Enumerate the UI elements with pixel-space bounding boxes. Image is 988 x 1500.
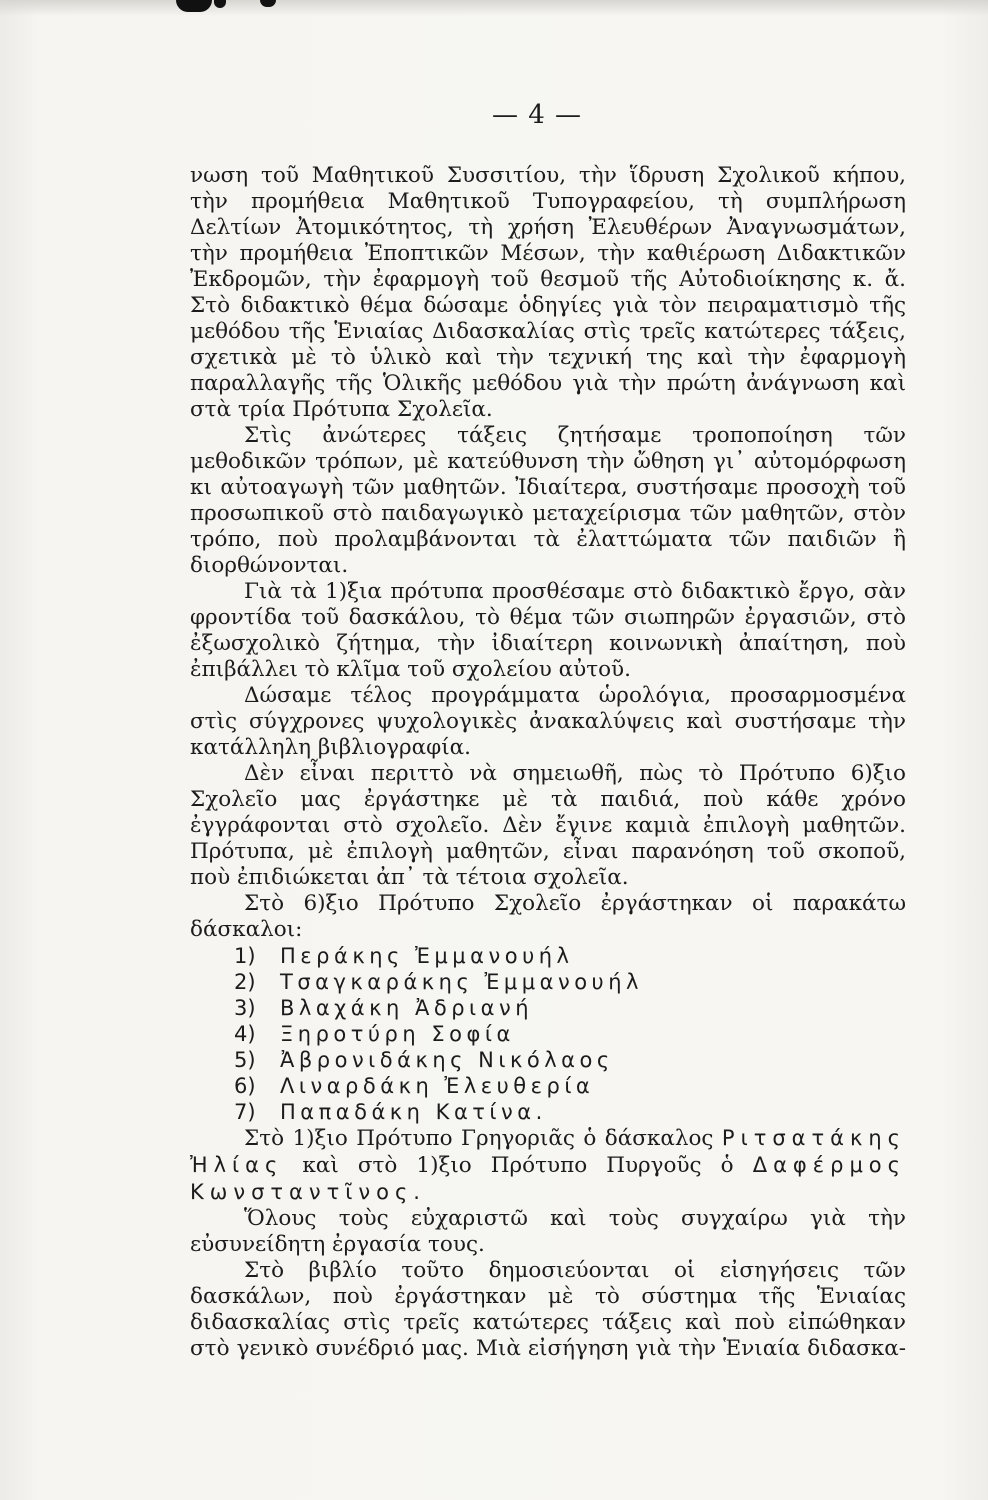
paragraph: Δώσαμε τέλος προγράμματα ὡρολόγια, προσαρμοσμένα στὶς σύγχρονες ψυχολογικὲς ἀνακαλύψεις καὶ συστήσαμε τὴν κατάλληλη βιβλιογραφία. xyxy=(190,683,906,760)
teacher-name: Λιναρδάκη Ἐλευθερία xyxy=(280,1074,595,1098)
paragraph: Γιὰ τὰ 1)ξια πρότυπα προσθέσαμε στὸ διδακτικὸ ἔργο, σὰν φροντίδα τοῦ δασκάλου, τὸ θέμα τῶν σιωπηρῶν ἐργασιῶν, στὸ ἐξωσχολικὸ ζήτημα, τὴν ἰδιαίτερη κοινωνικὴ ἀπαίτηση, ποὺ ἐπιβάλλει τὸ κλῖμα τοῦ σχολείου αὐτοῦ. xyxy=(190,579,906,682)
paragraph: Στὸ 6)ξιο Πρότυπο Σχολεῖο ἐργάστηκαν οἱ παρακάτω δάσκαλοι: xyxy=(190,891,906,942)
list-number: 7) xyxy=(234,1100,256,1124)
list-number: 5) xyxy=(234,1048,256,1072)
teacher-name: Δαφέρμος Κωνσταντῖνος. xyxy=(190,1153,906,1204)
teacher-list xyxy=(190,943,906,1125)
list-number: 2) xyxy=(234,970,256,994)
teacher-name: Περάκης Ἐμμανουήλ xyxy=(280,944,574,968)
paragraph: Στὶς ἀνώτερες τάξεις ζητήσαμε τροποποίηση τῶν μεθοδικῶν τρόπων, μὲ κατεύθυνση τὴν ὤθηση γι᾿ αὐτομόρφωση κι αὐτοαγωγὴ τῶν μαθητῶν. Ἰδιαίτερα, συστήσαμε προσοχὴ τοῦ προσωπικοῦ στὸ παιδαγωγικὸ μεταχείρισμα τῶν μαθητῶν, στὸν τρόπο, ποὺ προλαμβάνονται τὰ ἐλαττώματα τῶν παιδιῶν ἢ διορθώνονται. xyxy=(190,423,906,578)
body-text xyxy=(190,163,906,1362)
list-item xyxy=(234,1099,906,1125)
paragraph-second-school xyxy=(190,1125,906,1206)
paragraph: Στὸ βιβλίο τοῦτο δημοσιεύονται οἱ εἰσηγήσεις τῶν δασκάλων, ποὺ ἐργάστηκαν μὲ τὸ σύστημα τῆς Ἑνιαίας διδασκαλίας στὶς τρεῖς κατώτερες τάξεις καὶ ποὺ εἰπώθηκαν στὸ γενικὸ συνέδριό μας. Μιὰ εἰσήγηση γιὰ τὴν Ἑνιαία διδασκα- xyxy=(190,1258,906,1361)
list-item xyxy=(234,943,906,969)
list-number: 4) xyxy=(234,1022,256,1046)
second-school-middle: καὶ στὸ 1)ξιο Πρότυπο Πυργοῦς ὁ xyxy=(302,1153,734,1178)
list-number: 1) xyxy=(234,944,256,968)
teacher-name: Βλαχάκη Ἀδριανή xyxy=(280,996,534,1020)
teacher-name: Τσαγκαράκης Ἐμμανουήλ xyxy=(280,970,643,994)
teacher-name: Ἀβρονιδάκης Νικόλαος xyxy=(280,1048,614,1072)
page-edge-shadow xyxy=(0,0,988,16)
list-number: 6) xyxy=(234,1074,256,1098)
teacher-name: Ριτσατάκης Ἠλίας xyxy=(190,1126,906,1177)
paragraph: νωση τοῦ Μαθητικοῦ Συσσιτίου, τὴν ἵδρυση Σχολικοῦ κήπου, τὴν προμήθεια Μαθητικοῦ Τυπογραφείου, τὴ συμπλήρωση Δελτίων Ἀτομικότητος, τὴ χρήση Ἐλευθέρων Ἀναγνωσμάτων, τὴν προμήθεια Ἐποπτικῶν Μέσων, τὴν καθιέρωση Διδακτικῶν Ἐκδρομῶν, τὴν ἐφαρμογὴ τοῦ θεσμοῦ τῆς Αὐτοδιοίκησης κ. ἄ. Στὸ διδακτικὸ θέμα δώσαμε ὁδηγίες γιὰ τὸν πειραματισμὸ τῆς μεθόδου τῆς Ἑνιαίας Διδασκαλίας στὶς τρεῖς κατώτερες τάξεις, σχετικὰ μὲ τὸ ὑλικὸ καὶ τὴν τεχνική της καὶ τὴν ἐφαρμογὴ παραλλαγῆς τῆς Ὁλικῆς μεθόδου γιὰ τὴν πρώτη ἀνάγνωση καὶ στὰ τρία Πρότυπα Σχολεῖα. xyxy=(190,163,906,422)
list-item xyxy=(234,1021,906,1047)
list-item xyxy=(234,1073,906,1099)
paragraph: Ὅλους τοὺς εὐχαριστῶ καὶ τοὺς συγχαίρω γιὰ τὴν εὐσυνείδητη ἐργασία τους. xyxy=(190,1206,906,1257)
paragraph: Δὲν εἶναι περιττὸ νὰ σημειωθῆ, πὼς τὸ Πρότυπο 6)ξιο Σχολεῖο μας ἐργάστηκε μὲ τὰ παιδιά, ποὺ κάθε χρόνο ἐγγράφονται στὸ σχολεῖο. Δὲν ἔγινε καμιὰ ἐπιλογὴ μαθητῶν. Πρότυπα, μὲ ἐπιλογὴ μαθητῶν, εἶναι παρανόηση τοῦ σκοποῦ, ποὺ ἐπιδιώκεται ἀπ᾿ τὰ τέτοια σχολεῖα. xyxy=(190,761,906,890)
second-school-intro: Στὸ 1)ξιο Πρότυπο Γρηγοριᾶς ὁ δάσκαλος xyxy=(244,1126,714,1151)
list-item xyxy=(234,1047,906,1073)
list-item xyxy=(234,969,906,995)
list-number: 3) xyxy=(234,996,256,1020)
teacher-name: Παπαδάκη Κατίνα. xyxy=(280,1100,547,1124)
teacher-name: Ξηροτύρη Σοφία xyxy=(280,1022,515,1046)
page-number: — 4 — xyxy=(491,100,583,130)
list-item xyxy=(234,995,906,1021)
